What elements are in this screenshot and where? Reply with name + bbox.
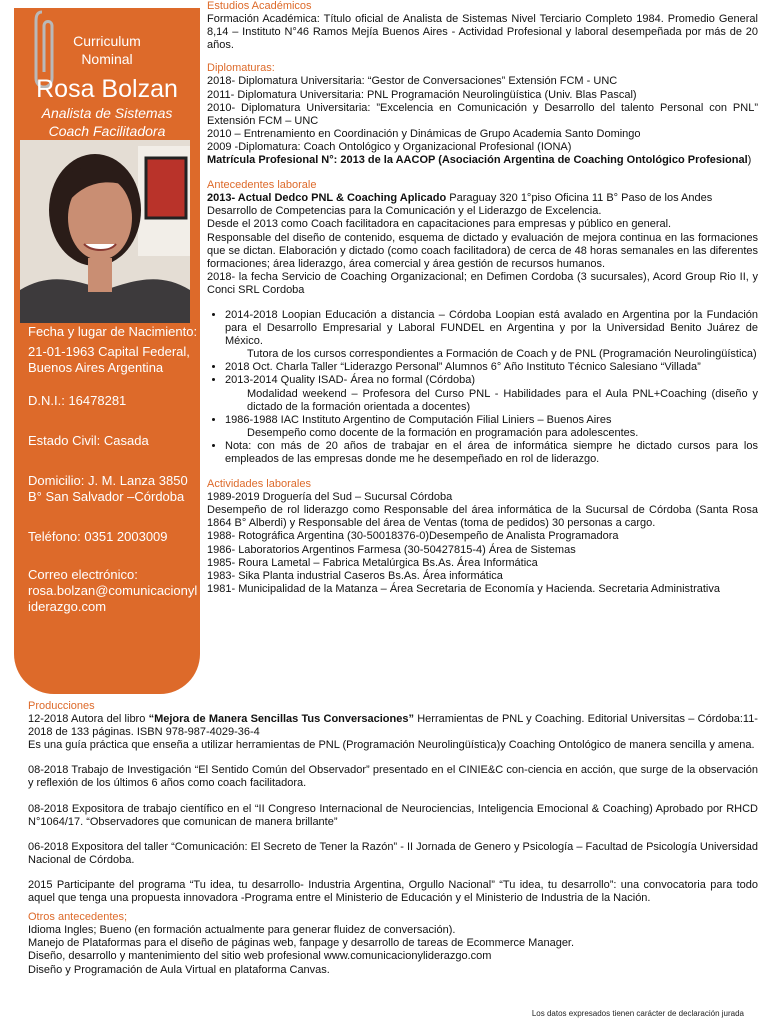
diplomatura-item: 2011- Diplomatura Universitaria: PNL Programación Neurolingüística (Univ. Blas Pascal): [207, 88, 637, 101]
main-column: [207, 0, 758, 596]
list-item: • 1986-1988 IAC Instituto Argentino de Computación Filial Liniers – Buenos Aires Desempeño como docente de la formación en programación para adolescentes.: [225, 414, 758, 440]
libro-title: “Mejora de Manera Sencillas Tus Conversaciones”: [148, 713, 414, 726]
actividad-line: Desempeño de rol liderazgo como Responsable del área informática de la Sucursal de Córdoba (Santa Rosa 1864 B° Alberdi) y Responsable del área de Ventas (toma de pedidos) 30 personas a cargo.: [207, 504, 758, 530]
antecedente-line: Desde el 2013 como Coach facilitadora en capacitaciones para empresas y público en general.: [207, 218, 672, 231]
list-item: • 2018 Oct. Charla Taller “Liderazgo Personal” Alumnos 6° Año Instituto Técnico Salesiano “Villada”: [225, 361, 758, 374]
list-item: • 2013-2014 Quality ISAD- Área no formal (Córdoba) Modalidad weekend – Profesora del Curso PNL - Habilidades para el Aula PNL+Coaching (diseño y dictado de la formación orientada a docentes): [225, 374, 758, 413]
produccion-libro: 12-2018 Autora del libro “Mejora de Manera Sencillas Tus Conversaciones” Herramientas de PNL y Coaching. Editorial Universitas – Córdoba:11-2018 de 133 páginas. ISBN 978-987-4029-36-4: [28, 713, 758, 739]
antecedente-line: Desarrollo de Competencias para la Comunicación y el Liderazgo de Excelencia.: [207, 205, 602, 218]
list-item-sub: Tutora de los cursos correspondientes a Formación de Coach y de PNL (Programación Neurolingüística): [247, 348, 757, 361]
otros-heading: Otros antecedentes;: [28, 911, 128, 924]
email-link[interactable]: rosa.bolzan@comunicacionyliderazgo.com: [28, 583, 198, 614]
matricula-bold: Matrícula Profesional N°: 2013 de la AACOP (Asociación Argentina de Coaching Ontológico Profesional: [207, 154, 748, 167]
list-item: • 2014-2018 Loopian Educación a distancia – Córdoba Loopian está avalado en Argentina por la Fundación para el Desarrollo Empresarial y Laboral FUNDEL en Argentina y por la Universidad Benito Juárez de México. Tutora de los cursos correspondientes a Formación de Coach y de PNL (Programación Neurolingüística): [225, 309, 758, 361]
birth-block: [28, 324, 200, 376]
email-label: Correo electrónico:: [28, 567, 138, 582]
list-item-sub: Modalidad weekend – Profesora del Curso PNL - Habilidades para el Aula PNL+Coaching (diseño y dictado de la formación orientada a docentes): [247, 387, 758, 413]
role-line-1: Analista de Sistemas: [41, 105, 173, 121]
list-item-sub: Desempeño como docente de la formación en programación para adolescentes.: [247, 426, 639, 439]
produccion-item: 06-2018 Expositora del taller “Comunicación: El Secreto de Tener la Razón” - II Jornada de Genero y Psicología – Facultad de Psicología Universidad Nacional de Córdoba.: [28, 840, 758, 866]
producciones-heading: Producciones: [28, 700, 95, 712]
actividades-heading: Actividades laborales: [207, 478, 311, 491]
person-name: Rosa Bolzan: [36, 75, 178, 103]
birth-value: 21-01-1963 Capital Federal, Buenos Aires Argentina: [28, 344, 190, 375]
role-line-2: Coach Facilitadora: [48, 123, 166, 139]
actividad-line: 1985- Roura Lametal – Fabrica Metalúrgica Bs.As. Área Informática: [207, 556, 538, 569]
actividad-line: 1981- Municipalidad de la Matanza – Área Secretaria de Economía y Hacienda. Secretaria Administrativa: [207, 582, 720, 595]
matricula: [207, 154, 758, 167]
sidebar-panel: [14, 8, 200, 694]
antecedente-first-bold: 2013- Actual Dedco PNL & Coaching Aplicado: [207, 192, 447, 205]
antecedente-line: Responsable del diseño de contenido, esquema de dictado y evaluación de mejora continua en las formaciones que se dictan. Elaboración y dictado (como coach facilitadora) de cerca de 48 horas semanales en las diferentes formaciones; área liderazgo, área comercial y área gestión de recursos humanos.: [207, 231, 758, 270]
antecedente-line: 2018- la fecha Servicio de Coaching Organizacional; en Defimen Cordoba (3 sucursales), Acord Group Rio II, y Conci SRL Cordoba: [207, 270, 758, 296]
cv-title: Curriculum Nominal: [73, 33, 141, 67]
otros-line: Manejo de Plataformas para el diseño de páginas web, fanpage y desarrollo de tareas de Ecommerce Manager.: [28, 937, 575, 950]
diplomatura-item: 2010- Diplomatura Universitaria: ”Excelencia en Comunicación y Desarrollo del talento Personal con PNL” Extensión FCM – UNC: [207, 101, 758, 127]
matricula-end: ): [747, 154, 752, 167]
address: Domicilio: J. M. Lanza 3850 B° San Salvador –Córdoba: [28, 473, 188, 504]
actividad-line: 1983- Sika Planta industrial Caseros Bs.As. Área informática: [207, 569, 503, 582]
birth-label: Fecha y lugar de Nacimiento:: [28, 324, 198, 339]
antecedentes-bullets: [207, 309, 758, 466]
diplomatura-item: 2009 -Diplomatura: Coach Ontológico y Organizacional Profesional (IONA): [207, 140, 572, 153]
produccion-item: 08-2018 Expositora de trabajo científico en el “II Congreso Internacional de Neurociencias, Inteligencia Emocional & Coaching) Aprobado por RHCD N°1064/17. “Observadores que comunican de manera brillante”: [28, 802, 758, 828]
profile-photo: [20, 140, 190, 323]
actividad-line: 1989-2019 Droguería del Sud – Sucursal Córdoba: [207, 491, 453, 504]
otros-line: Idioma Ingles; Bueno (en formación actualmente para generar fluidez de conversación).: [28, 924, 456, 937]
personal-info: [28, 324, 200, 632]
phone: Teléfono: 0351 2003009: [28, 529, 168, 544]
estudios-text: Formación Académica: Título oficial de Analista de Sistemas Nivel Terciario Completo 1984. Promedio General 8,14 – Instituto N°46 Ramos Mejía Buenos Aires - Actividad Profesional y laboral desempeñada por más de 20 años.: [207, 13, 758, 52]
full-width-section: [28, 700, 758, 977]
antecedente-first-rest: Paraguay 320 1°piso Oficina 11 B° Paso de los Andes: [446, 192, 713, 205]
diplomatura-item: 2010 – Entrenamiento en Coordinación y Dinámicas de Grupo Academia Santo Domingo: [207, 127, 641, 140]
produccion-libro-desc: Es una guía práctica que enseña a utilizar herramientas de PNL (Programación Neurolingüística)y Coaching Ontológico de manera sencilla y amena.: [28, 739, 755, 752]
diplomaturas-heading: Diplomaturas:: [207, 62, 275, 75]
estudios-heading: Estudios Académicos: [207, 0, 312, 12]
antecedentes-heading: Antecedentes laborale: [207, 179, 317, 192]
actividad-line: 1988- Rotográfica Argentina (30-50018376-0)Desempeño de Analista Programadora: [207, 530, 619, 543]
civil-status: Estado Civil: Casada: [28, 433, 149, 448]
otros-line: Diseño y Programación de Aula Virtual en plataforma Canvas.: [28, 963, 330, 976]
diplomatura-item: 2018- Diplomatura Universitaria: “Gestor de Conversaciones” Extensión FCM - UNC: [207, 75, 618, 88]
list-item: • Nota: con más de 20 años de trabajar en el área de informática siempre he dictado cursos para los empleados de las empresas donde me he desempeñado en rol de liderazgo.: [225, 440, 758, 466]
actividad-line: 1986- Laboratorios Argentinos Farmesa (30-50427815-4) Área de Sistemas: [207, 543, 576, 556]
antecedente-first: [207, 192, 758, 205]
footer-note: Los datos expresados tienen carácter de declaración jurada: [531, 1009, 744, 1018]
produccion-item: 08-2018 Trabajo de Investigación “El Sentido Común del Observador” presentado en el CINIE&C con-ciencia en acción, que surge de la observación y reflexión de los últimos 6 años como coach facilitadora.: [28, 764, 758, 790]
otros-line: Diseño, desarrollo y mantenimiento del sitio web profesional www.comunicacionyliderazgo.com: [28, 950, 492, 963]
dni: D.N.I.: 16478281: [28, 393, 127, 408]
produccion-item: 2015 Participante del programa “Tu idea, tu desarrollo- Industria Argentina, Orgullo Nacional” “Tu idea, tu desarrollo”: una convocatoria para todo aquel que tenga una propuesta innovadora -Programa entre el Ministerio de Educación y el Ministerio de Industria de la Nación.: [28, 878, 758, 905]
email-block: [28, 567, 200, 615]
person-role: [14, 104, 200, 140]
